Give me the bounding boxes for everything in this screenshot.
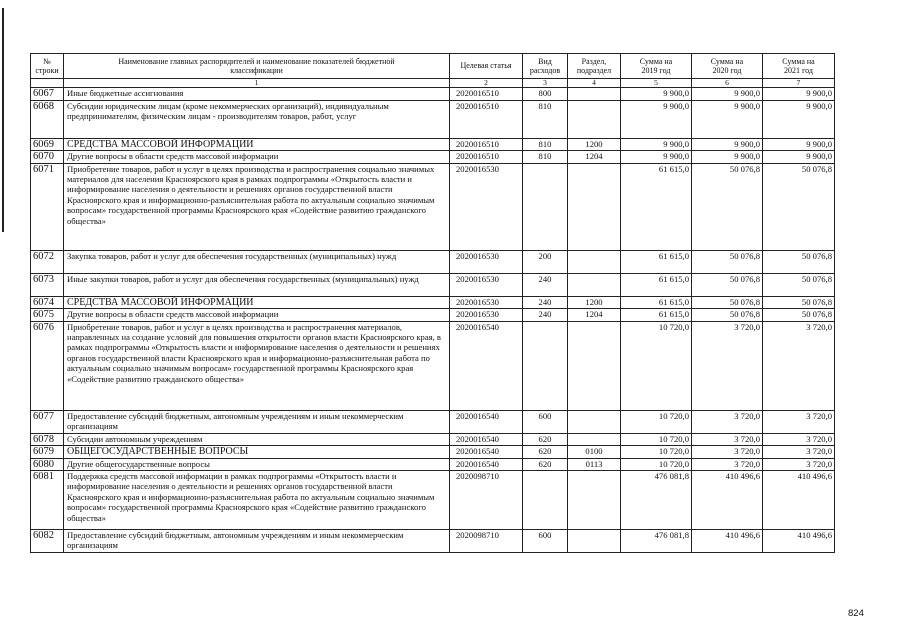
row-section bbox=[568, 163, 621, 250]
row-name: СРЕДСТВА МАССОВОЙ ИНФОРМАЦИИ bbox=[64, 138, 450, 151]
row-sum-2019: 9 900,0 bbox=[621, 151, 692, 164]
row-sum-2020: 9 900,0 bbox=[692, 151, 763, 164]
row-number: 6079 bbox=[31, 446, 64, 459]
row-section: 0113 bbox=[568, 458, 621, 471]
column-number: 7 bbox=[763, 79, 835, 88]
budget-table bbox=[30, 53, 835, 553]
row-sum-2021: 50 076,8 bbox=[763, 250, 835, 273]
row-name: СРЕДСТВА МАССОВОЙ ИНФОРМАЦИИ bbox=[64, 296, 450, 309]
row-expense-type: 620 bbox=[523, 433, 568, 446]
row-target-article: 2020016540 bbox=[450, 458, 523, 471]
row-sum-2021: 3 720,0 bbox=[763, 410, 835, 433]
table-row bbox=[31, 471, 835, 530]
row-number: 6067 bbox=[31, 88, 64, 101]
row-section bbox=[568, 100, 621, 138]
row-sum-2021: 3 720,0 bbox=[763, 458, 835, 471]
row-section: 1204 bbox=[568, 309, 621, 322]
row-sum-2021: 3 720,0 bbox=[763, 433, 835, 446]
row-name: Закупка товаров, работ и услуг для обеспечения государственных (муниципальных) нужд bbox=[64, 250, 450, 273]
row-expense-type bbox=[523, 321, 568, 410]
row-sum-2019: 61 615,0 bbox=[621, 250, 692, 273]
table-row bbox=[31, 250, 835, 273]
row-sum-2021: 9 900,0 bbox=[763, 100, 835, 138]
row-expense-type: 240 bbox=[523, 309, 568, 322]
row-target-article: 2020016510 bbox=[450, 138, 523, 151]
row-sum-2020: 410 496,6 bbox=[692, 471, 763, 530]
row-sum-2021: 3 720,0 bbox=[763, 446, 835, 459]
row-expense-type: 810 bbox=[523, 138, 568, 151]
table-row bbox=[31, 530, 835, 553]
row-sum-2019: 10 720,0 bbox=[621, 458, 692, 471]
row-target-article: 2020016530 bbox=[450, 163, 523, 250]
row-section: 1200 bbox=[568, 296, 621, 309]
header-row-number: № строки bbox=[31, 54, 64, 79]
table-row bbox=[31, 446, 835, 459]
row-sum-2021: 50 076,8 bbox=[763, 309, 835, 322]
row-expense-type: 810 bbox=[523, 100, 568, 138]
row-number: 6071 bbox=[31, 163, 64, 250]
row-expense-type: 620 bbox=[523, 446, 568, 459]
budget-table-container bbox=[30, 53, 835, 553]
header-sum-2019: Сумма на 2019 год bbox=[621, 54, 692, 79]
table-row bbox=[31, 321, 835, 410]
row-target-article: 2020016530 bbox=[450, 250, 523, 273]
row-sum-2021: 50 076,8 bbox=[763, 273, 835, 296]
row-sum-2019: 10 720,0 bbox=[621, 321, 692, 410]
row-target-article: 2020016530 bbox=[450, 296, 523, 309]
row-section bbox=[568, 433, 621, 446]
row-number: 6076 bbox=[31, 321, 64, 410]
row-sum-2019: 9 900,0 bbox=[621, 138, 692, 151]
row-number: 6078 bbox=[31, 433, 64, 446]
table-row bbox=[31, 163, 835, 250]
table-row bbox=[31, 100, 835, 138]
row-expense-type: 810 bbox=[523, 151, 568, 164]
row-number: 6070 bbox=[31, 151, 64, 164]
column-number: 5 bbox=[621, 79, 692, 88]
row-name: Поддержка средств массовой информации в рамках подпрограммы «Открытость власти и информирование населения о деятельности и решениях органов государственной власти Красноярского края и информационно-разъяснительная работа по актуальным социально значимым вопросам» государственной программы Красноярского края «Содействие развитию гражданского общества» bbox=[64, 471, 450, 530]
row-number: 6077 bbox=[31, 410, 64, 433]
row-sum-2020: 50 076,8 bbox=[692, 163, 763, 250]
table-row bbox=[31, 458, 835, 471]
row-sum-2021: 410 496,6 bbox=[763, 471, 835, 530]
row-sum-2021: 9 900,0 bbox=[763, 138, 835, 151]
row-expense-type bbox=[523, 163, 568, 250]
row-number: 6081 bbox=[31, 471, 64, 530]
row-section bbox=[568, 530, 621, 553]
row-section bbox=[568, 321, 621, 410]
row-sum-2020: 3 720,0 bbox=[692, 433, 763, 446]
header-sum-2020: Сумма на 2020 год bbox=[692, 54, 763, 79]
row-sum-2021: 410 496,6 bbox=[763, 530, 835, 553]
row-sum-2020: 9 900,0 bbox=[692, 100, 763, 138]
row-sum-2020: 3 720,0 bbox=[692, 321, 763, 410]
row-sum-2019: 61 615,0 bbox=[621, 309, 692, 322]
row-name: Другие общегосударственные вопросы bbox=[64, 458, 450, 471]
row-number: 6068 bbox=[31, 100, 64, 138]
row-sum-2019: 10 720,0 bbox=[621, 410, 692, 433]
row-section: 0100 bbox=[568, 446, 621, 459]
row-name: Иные бюджетные ассигнования bbox=[64, 88, 450, 101]
row-sum-2020: 3 720,0 bbox=[692, 410, 763, 433]
column-number: 6 bbox=[692, 79, 763, 88]
row-target-article: 2020016540 bbox=[450, 321, 523, 410]
row-sum-2019: 476 081,8 bbox=[621, 530, 692, 553]
row-number: 6080 bbox=[31, 458, 64, 471]
row-section bbox=[568, 273, 621, 296]
row-target-article: 2020098710 bbox=[450, 530, 523, 553]
row-number: 6075 bbox=[31, 309, 64, 322]
row-target-article: 2020016510 bbox=[450, 100, 523, 138]
table-row bbox=[31, 273, 835, 296]
row-sum-2019: 10 720,0 bbox=[621, 433, 692, 446]
row-sum-2020: 50 076,8 bbox=[692, 250, 763, 273]
row-expense-type: 240 bbox=[523, 296, 568, 309]
row-target-article: 2020016540 bbox=[450, 446, 523, 459]
row-sum-2020: 9 900,0 bbox=[692, 88, 763, 101]
row-sum-2021: 9 900,0 bbox=[763, 151, 835, 164]
row-section bbox=[568, 410, 621, 433]
row-sum-2020: 50 076,8 bbox=[692, 309, 763, 322]
row-expense-type: 620 bbox=[523, 458, 568, 471]
header-section: Раздел, подраздел bbox=[568, 54, 621, 79]
row-section bbox=[568, 250, 621, 273]
row-name: Субсидии юридическим лицам (кроме некоммерческих организаций), индивидуальным предпринимателям, физическим лицам - производителям товаров, работ, услуг bbox=[64, 100, 450, 138]
row-name: Субсидии автономным учреждениям bbox=[64, 433, 450, 446]
row-name: Предоставление субсидий бюджетным, автономным учреждениям и иным некоммерческим организациям bbox=[64, 530, 450, 553]
row-sum-2019: 10 720,0 bbox=[621, 446, 692, 459]
row-expense-type: 800 bbox=[523, 88, 568, 101]
row-section bbox=[568, 88, 621, 101]
row-target-article: 2020016510 bbox=[450, 151, 523, 164]
row-sum-2019: 9 900,0 bbox=[621, 100, 692, 138]
header-expense-type: Вид расходов bbox=[523, 54, 568, 79]
row-expense-type: 240 bbox=[523, 273, 568, 296]
page-number: 824 bbox=[848, 608, 864, 619]
column-number-row bbox=[31, 79, 835, 88]
row-sum-2020: 410 496,6 bbox=[692, 530, 763, 553]
row-name: Другие вопросы в области средств массовой информации bbox=[64, 309, 450, 322]
header-target-article: Целевая статья bbox=[450, 54, 523, 79]
row-number: 6069 bbox=[31, 138, 64, 151]
row-target-article: 2020016540 bbox=[450, 410, 523, 433]
row-target-article: 2020016510 bbox=[450, 88, 523, 101]
row-sum-2019: 476 081,8 bbox=[621, 471, 692, 530]
row-name: Предоставление субсидий бюджетным, автономным учреждениям и иным некоммерческим организациям bbox=[64, 410, 450, 433]
table-row bbox=[31, 138, 835, 151]
row-sum-2019: 61 615,0 bbox=[621, 296, 692, 309]
column-number: 4 bbox=[568, 79, 621, 88]
row-sum-2020: 3 720,0 bbox=[692, 446, 763, 459]
row-number: 6072 bbox=[31, 250, 64, 273]
row-expense-type bbox=[523, 471, 568, 530]
row-sum-2021: 3 720,0 bbox=[763, 321, 835, 410]
row-target-article: 2020016530 bbox=[450, 309, 523, 322]
table-row bbox=[31, 296, 835, 309]
header-name: Наименование главных распорядителей и наименование показателей бюджетной классификации bbox=[64, 54, 450, 79]
table-row bbox=[31, 410, 835, 433]
row-name: Приобретение товаров, работ и услуг в целях производства и распространения социально значимых материалов для населения Красноярского края в рамках подпрограммы «Открытость власти и информирование населения о деятельности и решениях органов государственной власти Красноярского края и информационно-разъяснительная работа по актуальным социально значимым вопросам» государственной программы Красноярского края «Содействие развитию гражданского общества» bbox=[64, 163, 450, 250]
row-target-article: 2020016540 bbox=[450, 433, 523, 446]
row-expense-type: 200 bbox=[523, 250, 568, 273]
header-row bbox=[31, 54, 835, 79]
row-number: 6074 bbox=[31, 296, 64, 309]
table-row bbox=[31, 88, 835, 101]
row-expense-type: 600 bbox=[523, 410, 568, 433]
row-sum-2021: 50 076,8 bbox=[763, 163, 835, 250]
row-target-article: 2020016530 bbox=[450, 273, 523, 296]
row-sum-2021: 9 900,0 bbox=[763, 88, 835, 101]
row-section: 1204 bbox=[568, 151, 621, 164]
table-row bbox=[31, 309, 835, 322]
binding-line bbox=[2, 8, 4, 232]
row-name: ОБЩЕГОСУДАРСТВЕННЫЕ ВОПРОСЫ bbox=[64, 446, 450, 459]
row-sum-2021: 50 076,8 bbox=[763, 296, 835, 309]
row-number: 6082 bbox=[31, 530, 64, 553]
header-sum-2021: Сумма на 2021 год bbox=[763, 54, 835, 79]
row-number: 6073 bbox=[31, 273, 64, 296]
row-sum-2020: 50 076,8 bbox=[692, 273, 763, 296]
column-number bbox=[31, 79, 64, 88]
table-row bbox=[31, 151, 835, 164]
column-number: 2 bbox=[450, 79, 523, 88]
row-target-article: 2020098710 bbox=[450, 471, 523, 530]
row-sum-2020: 50 076,8 bbox=[692, 296, 763, 309]
column-number: 3 bbox=[523, 79, 568, 88]
row-expense-type: 600 bbox=[523, 530, 568, 553]
row-sum-2019: 61 615,0 bbox=[621, 163, 692, 250]
row-sum-2019: 9 900,0 bbox=[621, 88, 692, 101]
row-name: Другие вопросы в области средств массовой информации bbox=[64, 151, 450, 164]
row-name: Иные закупки товаров, работ и услуг для обеспечения государственных (муниципальных) нужд bbox=[64, 273, 450, 296]
table-row bbox=[31, 433, 835, 446]
row-section: 1200 bbox=[568, 138, 621, 151]
row-sum-2019: 61 615,0 bbox=[621, 273, 692, 296]
row-sum-2020: 3 720,0 bbox=[692, 458, 763, 471]
row-section bbox=[568, 471, 621, 530]
row-sum-2020: 9 900,0 bbox=[692, 138, 763, 151]
row-name: Приобретение товаров, работ и услуг в целях производства и распространения материалов, направленных на создание условий для повышения открытости органов власти Красноярского края, в рамках подпрограммы «Открытость власти и информирование населения о деятельности и решениях органов государственной власти Красноярского края и информационно-разъяснительная работа по актуальным социально значимым вопросам» государственной программы Красноярского края «Содействие развитию гражданского общества» bbox=[64, 321, 450, 410]
column-number: 1 bbox=[64, 79, 450, 88]
